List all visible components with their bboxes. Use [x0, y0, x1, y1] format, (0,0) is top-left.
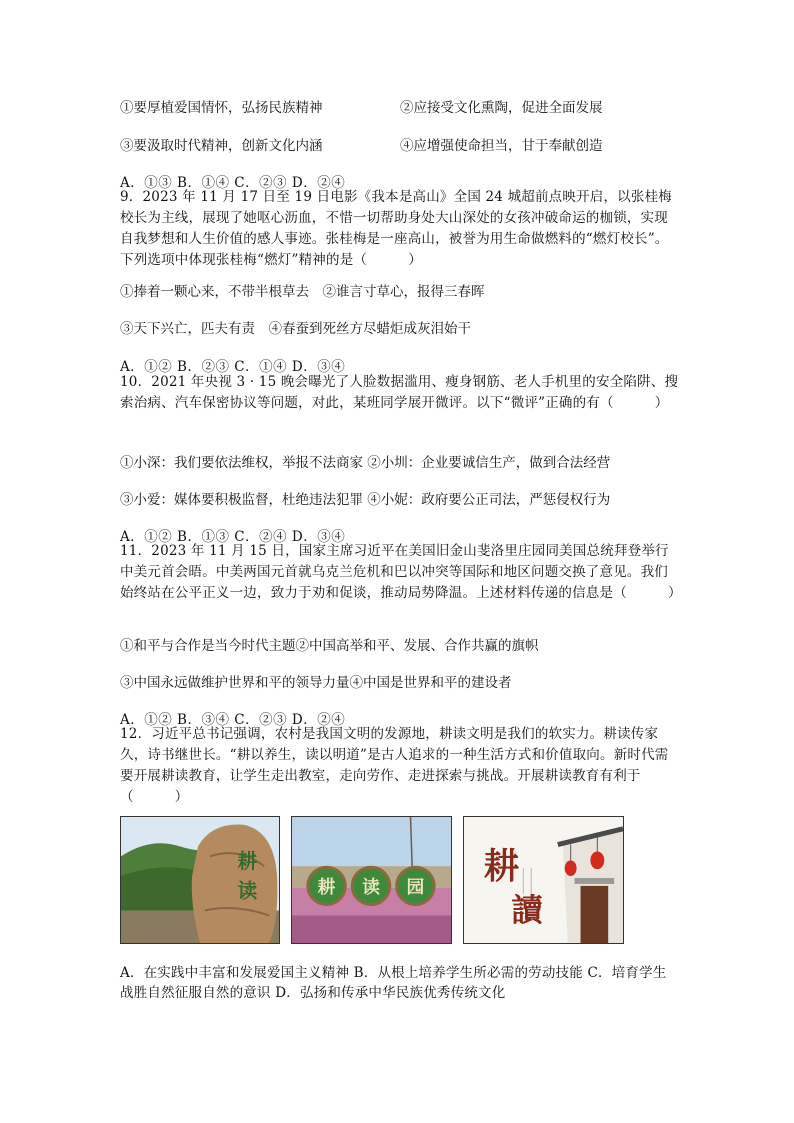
q11-stem: 11．2023 年 11 月 15 日，国家主席习近平在美国旧金山斐洛里庄园同美国总统拜登举行中美元首会晤。中美两国元首就乌克兰危机和巴以冲突等国际和地区问题交换了意见。我们始终站在公平正义一边，致力于劝和促谈，推动局势降温。上述材料传递的信息是（ ） [120, 543, 682, 601]
garden-char-1: 耕 [317, 876, 336, 898]
q9-items-line-1[interactable]: ①捧着一颗心来，不带半根草去 ②谁言寸草心，报得三春晖 [120, 284, 485, 300]
q9-stem: 9．2023 年 11 月 17 日至 19 日电影《我本是高山》全国 24 城超前点映开启，以张桂梅校长为主线，展现了她呕心沥血，不惜一切帮助身处大山深处的女孩冲破命运的枷锁，实现自我梦想和人生价值的感人事迹。张桂梅是一座高山，被誉为用生命做燃料的“燃灯校长”。下列选项中体现张桂梅“燃灯”精神的是（ ） [120, 189, 672, 268]
poster-char-2: 讀 [511, 891, 544, 929]
q9-answer-choices[interactable]: A．①② B．②③ C．①④ D．③④ [120, 359, 346, 375]
q8-option-3[interactable]: ③要汲取时代精神，创新文化内涵 [120, 138, 323, 154]
q10-stem: 10．2021 年央视 3 · 15 晚会曝光了人脸数据滥用、瘦身钢筋、老人手机里的安全陷阱、搜索治病、汽车保密协议等问题，对此，某班同学展开微评。以下“微评”正确的有（ ） [120, 374, 679, 411]
q10-items-line-2[interactable]: ③小爱：媒体要积极监督，杜绝违法犯罪 ④小妮：政府要公正司法，严惩侵权行为 [120, 492, 611, 508]
q8-answer-choices[interactable]: A．①③ B．①④ C．②③ D．②④ [120, 175, 346, 191]
gengdu-stone-photo [120, 816, 280, 944]
q10-items-line-1[interactable]: ①小深：我们要依法维权，举报不法商家 ②小圳：企业要诚信生产，做到合法经营 [120, 455, 611, 471]
q11-answer-choices[interactable]: A．①② B．③④ C．②③ D．②④ [120, 712, 346, 728]
stone-char-1: 耕 [237, 849, 258, 874]
q8-option-1[interactable]: ①要厚植爱国情怀，弘扬民族精神 [120, 100, 323, 116]
gengdu-calligraphy-poster [463, 816, 624, 944]
garden-char-3: 园 [406, 876, 425, 898]
gengdu-garden-photo [291, 816, 452, 944]
q8-option-2[interactable]: ②应接受文化熏陶，促进全面发展 [400, 100, 603, 116]
q8-options-row-2 [120, 134, 603, 154]
stone-char-2: 读 [237, 878, 258, 903]
q12-stem: 12．习近平总书记强调，农村是我国文明的发源地，耕读文明是我们的软实力。耕读传家久，诗书继世长。“耕以养生，读以明道”是古人追求的一种生活方式和价值取向。新时代需要开展耕读教育，让学生走出教室，走向劳作、走进探索与挑战。开展耕读教育有利于（ ） [120, 726, 669, 805]
poster-char-1: 耕 [483, 846, 520, 888]
q10-answer-choices[interactable]: A．①② B．①③ C．②④ D．③④ [120, 529, 346, 545]
q11-items-line-2[interactable]: ③中国永远做维护世界和平的领导力量④中国是世界和平的建设者 [120, 675, 512, 691]
q9-items-line-2[interactable]: ③天下兴亡，匹夫有责 ④春蚕到死丝方尽蜡炬成灰泪始干 [120, 321, 471, 337]
q12-answer-choices[interactable]: A．在实践中丰富和发展爱国主义精神 B．从根上培养学生所必需的劳动技能 C．培育学生战胜自然征服自然的意识 D．弘扬和传承中华民族优秀传统文化 [120, 965, 667, 1001]
garden-char-2: 读 [362, 876, 380, 898]
q8-options-row-1 [120, 96, 603, 116]
q8-option-4[interactable]: ④应增强使命担当，甘于奉献创造 [400, 138, 603, 154]
q11-items-line-1[interactable]: ①和平与合作是当今时代主题②中国高举和平、发展、合作共赢的旗帜 [120, 638, 539, 654]
